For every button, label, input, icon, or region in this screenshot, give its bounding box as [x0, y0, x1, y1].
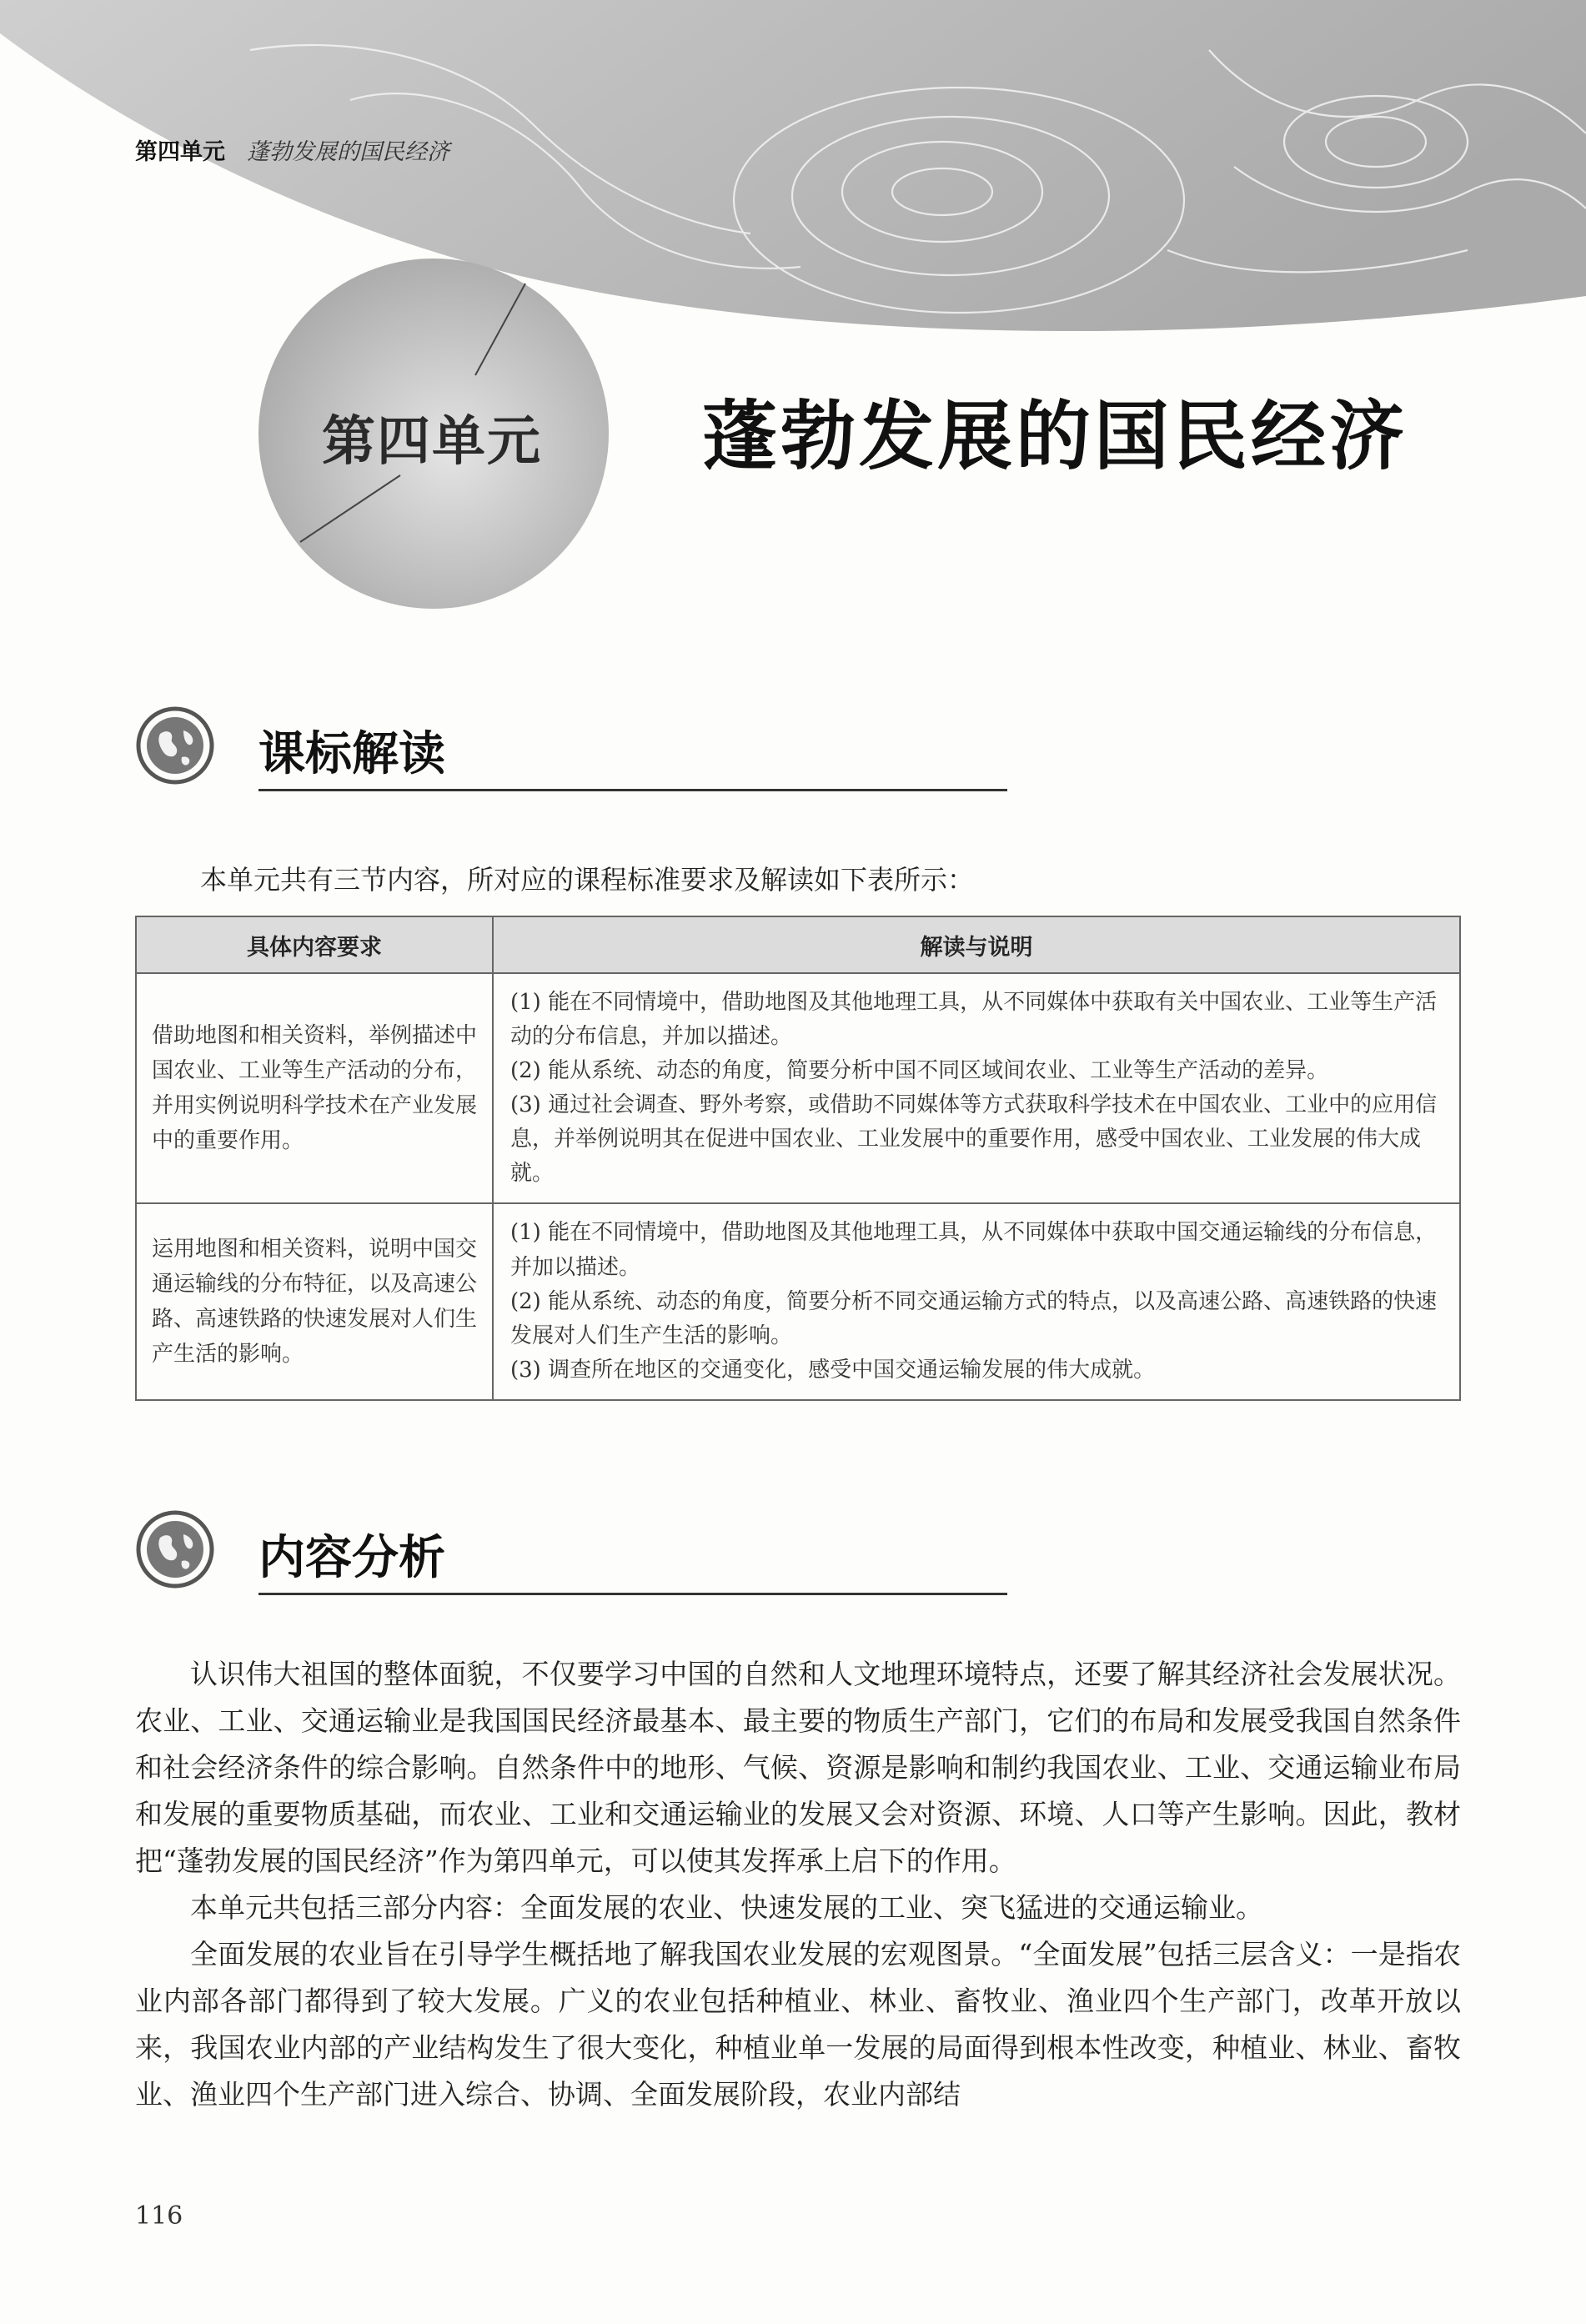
interpretation-item: (1) 能在不同情境中，借助地图及其他地理工具，从不同媒体中获取有关中国农业、工业等生产活动的分布信息，并加以描述。 [510, 990, 1438, 1050]
section-divider [258, 1593, 1007, 1595]
table-header-row [136, 916, 1460, 973]
interpretation-cell [493, 1203, 1460, 1399]
requirement-cell: 借助地图和相关资料，举例描述中国农业、工业等生产活动的分布，并用实例说明科学技术在产业发展中的重要作用。 [136, 973, 493, 1203]
unit-title: 蓬勃发展的国民经济 [702, 393, 1408, 480]
paragraph: 认识伟大祖国的整体面貌，不仅要学习中国的自然和人文地理环境特点，还要了解其经济社会发展状况。农业、工业、交通运输业是我国国民经济最基本、最主要的物质生产部门，它们的布局和发展受我国自然条件和社会经济条件的综合影响。自然条件中的地形、气候、资源是影响和制约我国农业、工业、交通运输业布局和发展的重要物质基础，而农业、工业和交通运输业的发展又会对资源、环境、人口等产生影响。因此，教材把“蓬勃发展的国民经济”作为第四单元，可以使其发挥承上启下的作用。 [135, 1658, 1461, 1877]
table-header: 具体内容要求 [136, 916, 493, 973]
running-header [135, 133, 449, 166]
table-intro: 本单元共有三节内容，所对应的课程标准要求及解读如下表所示： [200, 864, 975, 896]
decorative-header-band [0, 0, 1586, 350]
interpretation-item: (2) 能从系统、动态的角度，简要分析不同交通运输方式的特点，以及高速公路、高速铁路的快速发展对人们生产生活的影响。 [510, 1288, 1438, 1348]
interpretation-item: (1) 能在不同情境中，借助地图及其他地理工具，从不同媒体中获取中国交通运输线的分布信息，并加以描述。 [510, 1220, 1438, 1280]
page-number: 116 [135, 2201, 183, 2231]
section-title: 课标解读 [258, 727, 445, 781]
section-divider [258, 789, 1007, 791]
globe-icon [135, 1509, 215, 1589]
requirement-cell: 运用地图和相关资料，说明中国交通运输线的分布特征，以及高速公路、高速铁路的快速发展对人们生产生活的影响。 [136, 1203, 493, 1399]
paragraph: 全面发展的农业旨在引导学生概括地了解我国农业发展的宏观图景。“全面发展”包括三层含义：一是指农业内部各部门都得到了较大发展。广义的农业包括种植业、林业、畜牧业、渔业四个生产部门，改革开放以来，我国农业内部的产业结构发生了很大变化，种植业单一发展的局面得到根本性改变，种植业、林业、畜牧业、渔业四个生产部门进入综合、协调、全面发展阶段，农业内部结 [135, 1938, 1461, 2111]
running-header-subtitle: 蓬勃发展的国民经济 [247, 139, 449, 165]
interpretation-item: (2) 能从系统、动态的角度，简要分析中国不同区域间农业、工业等生产活动的差异。 [510, 1058, 1329, 1084]
content-analysis-body [135, 1651, 1461, 2118]
standards-table [135, 916, 1461, 1401]
globe-icon [135, 705, 215, 786]
interpretation-item: (3) 调查所在地区的交通变化，感受中国交通运输发展的伟大成就。 [510, 1357, 1156, 1383]
interpretation-item: (3) 通过社会调查、野外考察，或借助不同媒体等方式获取科学技术在中国农业、工业中的应用信息，并举例说明其在促进中国农业、工业发展中的重要作用，感受中国农业、工业发展的伟大成就。 [510, 1092, 1438, 1187]
running-header-unit: 第四单元 [135, 139, 225, 165]
section-title: 内容分析 [258, 1531, 445, 1585]
paragraph: 本单元共包括三部分内容：全面发展的农业、快速发展的工业、突飞猛进的交通运输业。 [190, 1891, 1263, 1924]
table-row [136, 1203, 1460, 1399]
table-header: 解读与说明 [493, 916, 1460, 973]
unit-label: 第四单元 [322, 411, 542, 473]
table-row [136, 973, 1460, 1203]
interpretation-cell [493, 973, 1460, 1203]
